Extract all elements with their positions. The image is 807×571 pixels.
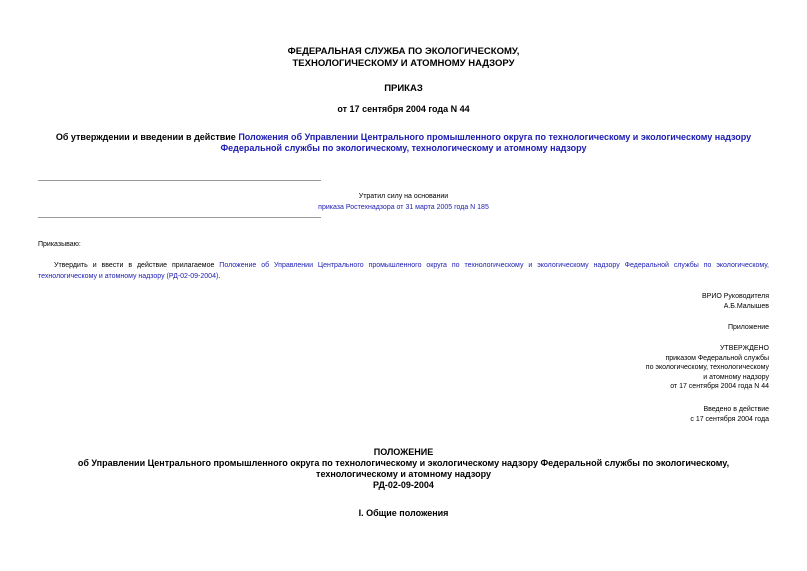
issuing-authority: [0, 46, 807, 70]
document-date: от 17 сентября 2004 года N 44: [337, 104, 470, 114]
regulation-link[interactable]: Положение об Управлении Центрального промышленного округа по технологическому и экологическому надзору Федеральной службы по экологическому, технологическому и атомному надзору (РД-02-09-2004): [38, 262, 770, 280]
regulation-subtitle: об Управлении Центрального промышленного округа по технологическому и экологическому надзору Федеральной службы по экологическому, технологическому и атомному надзору: [77, 458, 730, 479]
repeal-order-link[interactable]: приказа Ростехнадзора от 31 марта 2005 года N 185: [318, 204, 489, 211]
signatory-position: ВРИО Руководителя: [702, 293, 769, 300]
approved-label: УТВЕРЖДЕНО: [719, 345, 769, 352]
regulation-code: РД-02-09-2004: [373, 480, 434, 490]
title-prefix: Об утверждении и введении в действие: [55, 132, 239, 142]
section-heading: I. Общие положения: [358, 508, 449, 518]
approved-line-1: приказом Федеральной службы: [665, 354, 769, 362]
document-type: ПРИКАЗ: [384, 83, 423, 94]
approved-line-2: по экологическому, технологическому: [645, 364, 769, 372]
authority-line-2: ТЕХНОЛОГИЧЕСКОМУ И АТОМНОМУ НАДЗОРУ: [292, 58, 515, 69]
effective-line-2: с 17 сентября 2004 года: [690, 415, 769, 423]
order-paragraph: [38, 260, 769, 282]
document-title: [40, 132, 767, 154]
effective-block: [469, 405, 769, 424]
signature-block: [469, 292, 769, 311]
authority-line-1: ФЕДЕРАЛЬНАЯ СЛУЖБА ПО ЭКОЛОГИЧЕСКОМУ,: [287, 46, 520, 57]
signatory-name: А.Б.Малышев: [723, 302, 769, 310]
title-regulation-link[interactable]: Положения об Управлении Центрального промышленного округа по технологическому и экологическому надзору Федеральной службы по экологическому, технологическому и атомному надзору: [220, 132, 752, 153]
approved-line-4: от 17 сентября 2004 года N 44: [670, 383, 769, 391]
status-divider-top: [38, 180, 321, 181]
regulation-title: [38, 447, 769, 491]
approval-block: [469, 344, 769, 392]
status-note-text: Утратил силу на основании: [358, 193, 449, 200]
order-word: Приказываю:: [38, 241, 81, 248]
effective-line-1: Введено в действие: [703, 406, 769, 413]
order-suffix: .: [218, 273, 221, 280]
appendix-label: Приложение: [727, 324, 769, 331]
order-prefix: Утвердить и ввести в действие прилагаемое: [54, 262, 220, 269]
status-divider-bottom: [38, 217, 321, 218]
status-note: [0, 191, 807, 213]
approved-line-3: и атомному надзору: [703, 373, 769, 381]
regulation-heading: ПОЛОЖЕНИЕ: [373, 447, 434, 457]
